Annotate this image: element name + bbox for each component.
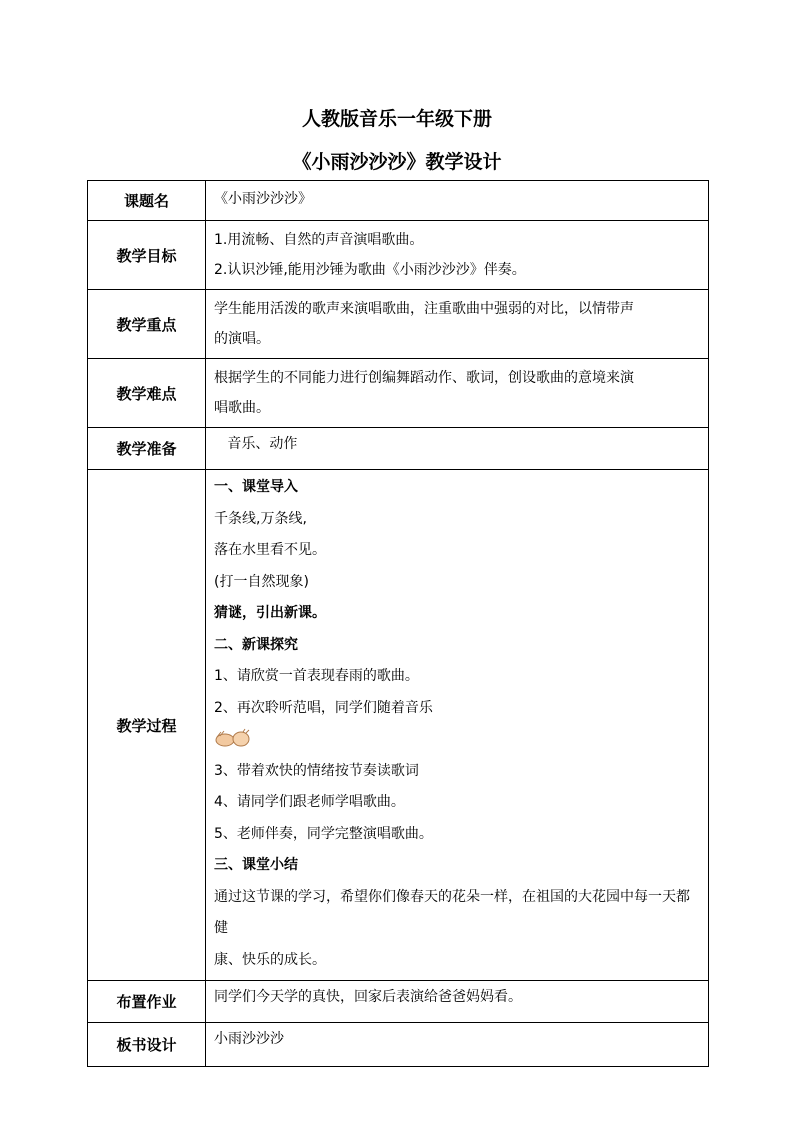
riddle-line: 落在水里看不见。 xyxy=(214,542,326,558)
row-difficulties xyxy=(88,359,709,428)
lesson-plan-table xyxy=(87,180,709,1067)
key-point-line: 的演唱。 xyxy=(214,331,270,347)
row-preparation xyxy=(88,428,709,470)
step-line: 2、再次聆听范唱，同学们随着音乐 xyxy=(214,699,433,716)
document-title: 人教版音乐一年级下册 xyxy=(301,108,492,130)
section-heading: 二、新课探究 xyxy=(214,636,298,653)
clap-line xyxy=(214,724,702,756)
section-heading: 一、课堂导入 xyxy=(214,479,298,495)
section-heading: 三、课堂小结 xyxy=(214,857,298,873)
label-process: 教学过程 xyxy=(88,470,206,981)
row-topic xyxy=(88,181,709,221)
preparation-content: 音乐、动作 xyxy=(206,428,709,470)
label-homework: 布置作业 xyxy=(88,981,206,1023)
topic-content: 《小雨沙沙沙》 xyxy=(206,181,709,221)
document-subtitle: 《小雨沙沙沙》教学设计 xyxy=(292,151,502,173)
goal-line: 1.用流畅、自然的声音演唱歌曲。 xyxy=(214,232,424,248)
difficulty-line: 根据学生的不同能力进行创编舞蹈动作、歌词，创设歌曲的意境来演 xyxy=(214,370,634,386)
summary-line: 通过这节课的学习，希望你们像春天的花朵一样，在祖国的大花园中每一天都健 xyxy=(214,888,690,936)
label-board: 板书设计 xyxy=(88,1023,206,1067)
clapping-hands-icon xyxy=(214,728,252,750)
homework-content: 同学们今天学的真快，回家后表演给爸爸妈妈看。 xyxy=(206,981,709,1023)
goals-content xyxy=(206,221,709,290)
key-points-content xyxy=(206,290,709,359)
step-line: 3、带着欢快的情绪按节奏读歌词 xyxy=(214,762,419,779)
difficulty-line: 唱歌曲。 xyxy=(214,400,270,416)
riddle-hint: (打一自然现象) xyxy=(214,573,309,590)
label-preparation: 教学准备 xyxy=(88,428,206,470)
board-content: 小雨沙沙沙 xyxy=(206,1023,709,1067)
row-process xyxy=(88,470,709,981)
riddle-conclusion: 猜谜，引出新课。 xyxy=(214,605,326,621)
label-goals: 教学目标 xyxy=(88,221,206,290)
label-difficulties: 教学难点 xyxy=(88,359,206,428)
row-goals xyxy=(88,221,709,290)
process-content xyxy=(206,470,709,981)
step-line: 1、请欣赏一首表现春雨的歌曲。 xyxy=(214,668,419,684)
label-topic: 课题名 xyxy=(88,181,206,221)
row-key-points xyxy=(88,290,709,359)
riddle-line: 千条线,万条线, xyxy=(214,510,307,527)
goal-line: 2.认识沙锤,能用沙锤为歌曲《小雨沙沙沙》伴奏。 xyxy=(214,262,526,278)
key-point-line: 学生能用活泼的歌声来演唱歌曲，注重歌曲中强弱的对比，以情带声 xyxy=(214,301,634,317)
label-key-points: 教学重点 xyxy=(88,290,206,359)
step-line: 4、请同学们跟老师学唱歌曲。 xyxy=(214,794,405,810)
difficulties-content xyxy=(206,359,709,428)
row-homework xyxy=(88,981,709,1023)
step-line: 5、老师伴奏，同学完整演唱歌曲。 xyxy=(214,825,433,842)
summary-line: 康、快乐的成长。 xyxy=(214,951,326,968)
row-board xyxy=(88,1023,709,1067)
